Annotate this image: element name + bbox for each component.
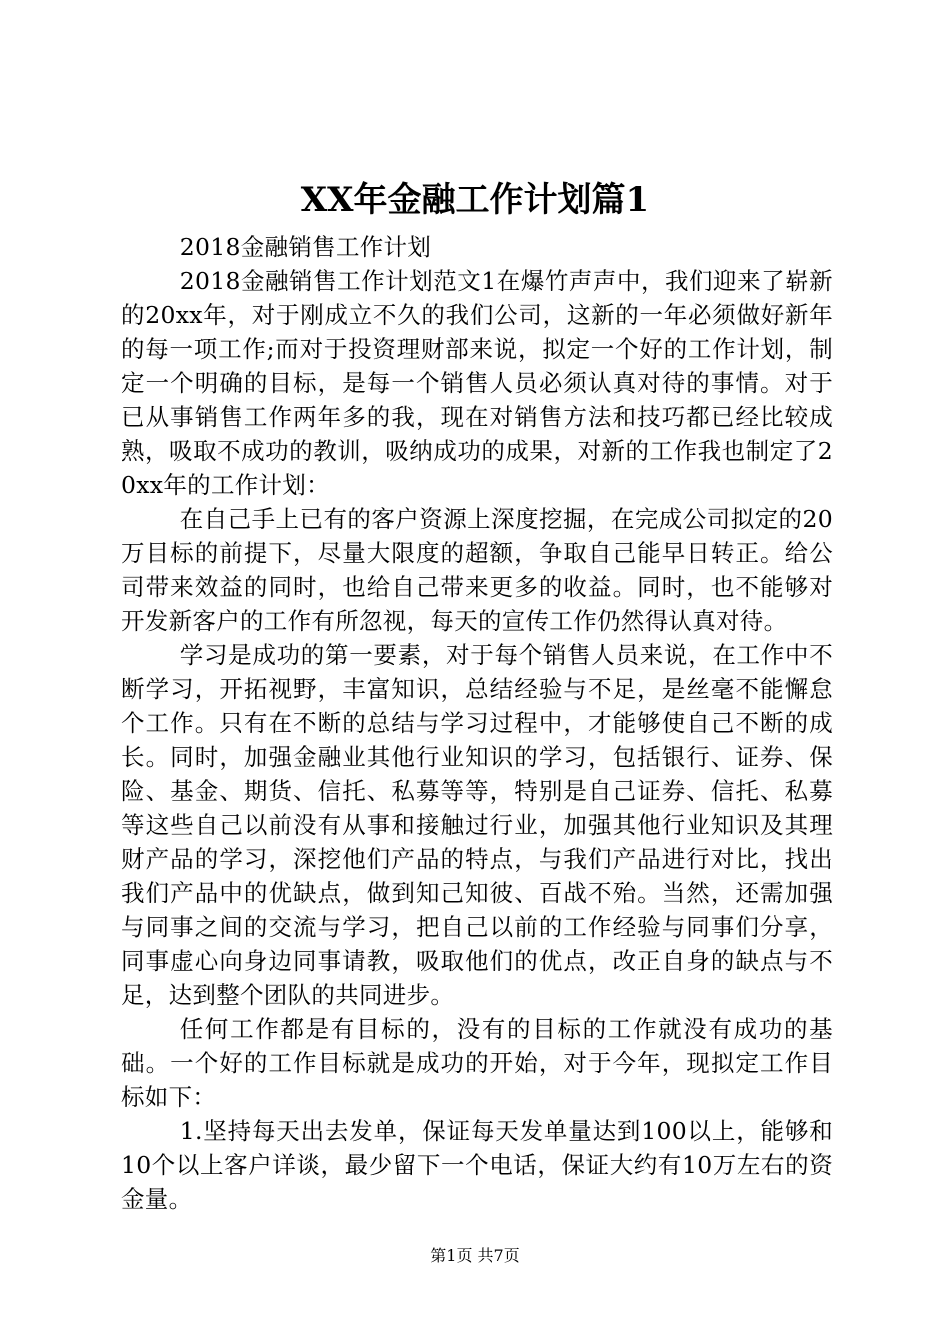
document-body [121, 230, 833, 1216]
paragraph-subtitle: 2018金融销售工作计划 [179, 233, 432, 261]
paragraph-goal-item-1: 1.坚持每天出去发单，保证每天发单量达到100以上，能够和10个以上客户详谈，最少留下一个电话，保证大约有10万左右的资金量。 [121, 1117, 833, 1213]
paragraph-client-resources: 在自己手上已有的客户资源上深度挖掘，在完成公司拟定的20万目标的前提下，尽量大限度的超额，争取自己能早日转正。给公司带来效益的同时，也给自己带来更多的收益。同时，也不能够对开发新客户的工作有所忽视，每天的宣传工作仍然得认真对待。 [121, 505, 833, 635]
page-footer: 第1页 共7页 [430, 1246, 520, 1265]
paragraph-learning: 学习是成功的第一要素，对于每个销售人员来说，在工作中不断学习，开拓视野，丰富知识，总结经验与不足，是丝毫不能懈怠个工作。只有在不断的总结与学习过程中，才能够使自己不断的成长。同时，加强金融业其他行业知识的学习，包括银行、证券、保险、基金、期货、信托、私募等等，特别是自己证券、信托、私募等这些自己以前没有从事和接触过行业，加强其他行业知识及其理财产品的学习，深挖他们产品的特点，与我们产品进行对比，找出我们产品中的优缺点，做到知己知彼、百战不殆。当然，还需加强与同事之间的交流与学习，把自己以前的工作经验与同事们分享，同事虚心向身边同事请教，吸取他们的优点，改正自身的缺点与不足，达到整个团队的共同进步。 [121, 641, 833, 1009]
paragraph-goals: 任何工作都是有目标的，没有的目标的工作就没有成功的基础。一个好的工作目标就是成功的开始，对于今年，现拟定工作目标如下： [121, 1015, 833, 1111]
paragraph-intro: 2018金融销售工作计划范文1在爆竹声声中，我们迎来了崭新的20xx年，对于刚成立不久的我们公司，这新的一年必须做好新年的每一项工作;而对于投资理财部来说，拟定一个好的工作计划，制定一个明确的目标，是每一个销售人员必须认真对待的事情。对于已从事销售工作两年多的我，现在对销售方法和技巧都已经比较成熟，吸取不成功的教训，吸纳成功的成果，对新的工作我也制定了20xx年的工作计划： [121, 267, 833, 499]
document-title: XX年金融工作计划篇1 [300, 180, 650, 220]
